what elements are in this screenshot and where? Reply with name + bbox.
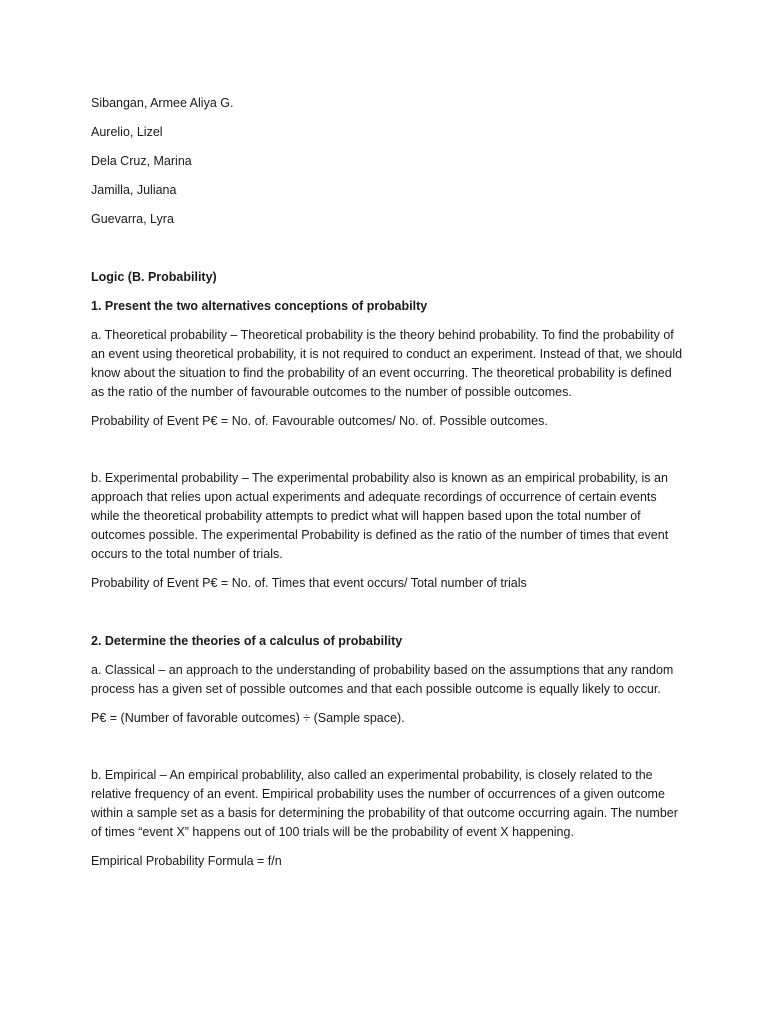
classical-probability-paragraph: a. Classical – an approach to the understanding of probability based on the assumptions that any random process has a given set of possible outcomes and that each possible outcome is equally likely to occur. — [91, 663, 674, 696]
classical-probability-formula: P€ = (Number of favorable outcomes) ÷ (Sample space). — [91, 711, 405, 725]
experimental-probability-paragraph: b. Experimental probability – The experimental probability also is known as an empirical probability, is an approach that relies upon actual experiments and adequate recordings of occurrence of certain events while the theoretical probability attempts to predict what will happen based upon the total number of outcomes possible. The experimental Probability is defined as the ratio of the number of times that event occurs to the total number of trials. — [91, 471, 669, 561]
author-name: Guevarra, Lyra — [91, 212, 174, 226]
document-page — [91, 94, 686, 871]
author-name: Sibangan, Armee Aliya G. — [91, 96, 234, 110]
document-heading: Logic (B. Probability) — [91, 270, 217, 284]
author-name: Aurelio, Lizel — [91, 125, 163, 139]
theoretical-probability-formula: Probability of Event P€ = No. of. Favourable outcomes/ No. of. Possible outcomes. — [91, 414, 548, 428]
empirical-probability-formula: Empirical Probability Formula = f/n — [91, 854, 282, 868]
question-1-title: 1. Present the two alternatives conceptions of probabilty — [91, 299, 428, 313]
theoretical-probability-paragraph: a. Theoretical probability – Theoretical probability is the theory behind probability. To find the probability of an event using theoretical probability, it is not required to conduct an experiment. Instead of that, we should know about the situation to find the probability of an event occurring. The theoretical probability is defined as the ratio of the number of favourable outcomes to the number of possible outcomes. — [91, 328, 683, 399]
question-2-title: 2. Determine the theories of a calculus of probability — [91, 634, 403, 648]
author-name: Jamilla, Juliana — [91, 183, 177, 197]
empirical-probability-paragraph: b. Empirical – An empirical probablility, also called an experimental probability, is closely related to the relative frequency of an event. Empirical probability uses the number of occurrences of a given outcome within a sample set as a basis for determining the probability of that outcome occurring again. The number of times “event X” happens out of 100 trials will be the probability of event X happening. — [91, 768, 678, 839]
author-name: Dela Cruz, Marina — [91, 154, 192, 168]
experimental-probability-formula: Probability of Event P€ = No. of. Times that event occurs/ Total number of trials — [91, 576, 527, 590]
